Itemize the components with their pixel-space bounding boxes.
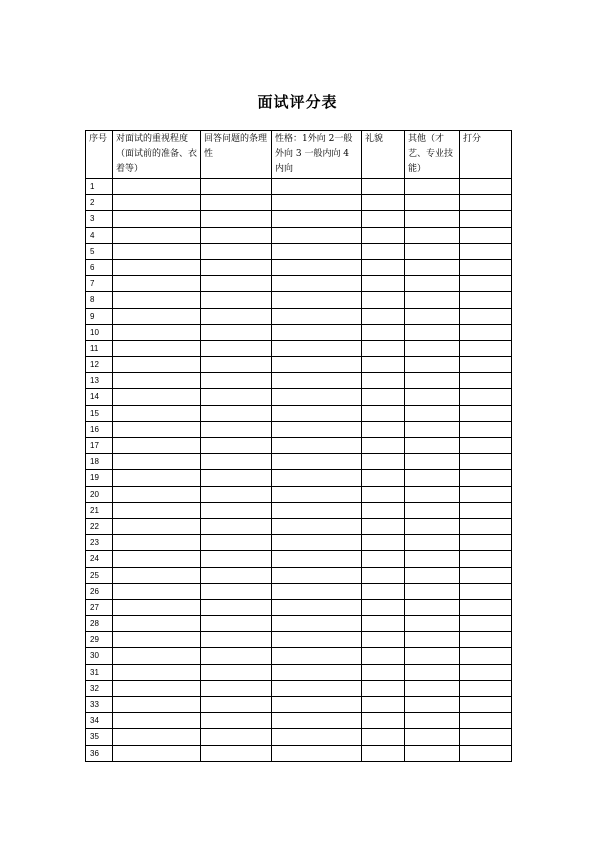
cell-attitude[interactable] xyxy=(113,324,201,340)
cell-manners[interactable] xyxy=(362,324,405,340)
cell-other[interactable] xyxy=(405,454,460,470)
table-row xyxy=(86,648,512,664)
cell-other[interactable] xyxy=(405,713,460,729)
cell-logic[interactable] xyxy=(201,470,272,486)
cell-other[interactable] xyxy=(405,697,460,713)
table-row xyxy=(86,373,512,389)
cell-score[interactable] xyxy=(460,179,512,195)
table-row xyxy=(86,729,512,745)
row-number: 34 xyxy=(86,713,113,729)
cell-attitude[interactable] xyxy=(113,357,201,373)
cell-manners[interactable] xyxy=(362,276,405,292)
cell-other[interactable] xyxy=(405,502,460,518)
cell-score[interactable] xyxy=(460,745,512,761)
cell-other[interactable] xyxy=(405,518,460,534)
cell-manners[interactable] xyxy=(362,438,405,454)
cell-manners[interactable] xyxy=(362,535,405,551)
table-row xyxy=(86,438,512,454)
cell-attitude[interactable] xyxy=(113,470,201,486)
cell-attitude[interactable] xyxy=(113,680,201,696)
cell-other[interactable] xyxy=(405,227,460,243)
cell-other[interactable] xyxy=(405,373,460,389)
cell-other[interactable] xyxy=(405,729,460,745)
cell-score[interactable] xyxy=(460,713,512,729)
table-row xyxy=(86,421,512,437)
cell-attitude[interactable] xyxy=(113,438,201,454)
cell-score[interactable] xyxy=(460,518,512,534)
cell-other[interactable] xyxy=(405,567,460,583)
cell-other[interactable] xyxy=(405,664,460,680)
cell-score[interactable] xyxy=(460,324,512,340)
row-number: 20 xyxy=(86,486,113,502)
row-number: 29 xyxy=(86,632,113,648)
cell-other[interactable] xyxy=(405,632,460,648)
cell-score[interactable] xyxy=(460,551,512,567)
cell-other[interactable] xyxy=(405,179,460,195)
cell-logic[interactable] xyxy=(201,308,272,324)
row-number: 28 xyxy=(86,616,113,632)
cell-logic[interactable] xyxy=(201,551,272,567)
cell-logic[interactable] xyxy=(201,745,272,761)
cell-logic[interactable] xyxy=(201,616,272,632)
row-number: 35 xyxy=(86,729,113,745)
cell-attitude[interactable] xyxy=(113,421,201,437)
cell-personality[interactable] xyxy=(272,664,362,680)
row-number: 4 xyxy=(86,227,113,243)
cell-logic[interactable] xyxy=(201,357,272,373)
cell-personality[interactable] xyxy=(272,421,362,437)
cell-attitude[interactable] xyxy=(113,259,201,275)
cell-personality[interactable] xyxy=(272,179,362,195)
row-number: 18 xyxy=(86,454,113,470)
cell-manners[interactable] xyxy=(362,357,405,373)
cell-logic[interactable] xyxy=(201,583,272,599)
cell-personality[interactable] xyxy=(272,551,362,567)
cell-attitude[interactable] xyxy=(113,292,201,308)
cell-score[interactable] xyxy=(460,292,512,308)
cell-logic[interactable] xyxy=(201,259,272,275)
row-number: 2 xyxy=(86,195,113,211)
row-number: 10 xyxy=(86,324,113,340)
table-row xyxy=(86,340,512,356)
cell-manners[interactable] xyxy=(362,745,405,761)
cell-score[interactable] xyxy=(460,211,512,227)
cell-manners[interactable] xyxy=(362,389,405,405)
row-number: 3 xyxy=(86,211,113,227)
cell-manners[interactable] xyxy=(362,502,405,518)
cell-personality[interactable] xyxy=(272,745,362,761)
cell-score[interactable] xyxy=(460,680,512,696)
column-header-score: 打分 xyxy=(460,131,512,179)
cell-logic[interactable] xyxy=(201,243,272,259)
cell-score[interactable] xyxy=(460,357,512,373)
table-row xyxy=(86,227,512,243)
cell-personality[interactable] xyxy=(272,486,362,502)
cell-logic[interactable] xyxy=(201,535,272,551)
cell-other[interactable] xyxy=(405,389,460,405)
cell-attitude[interactable] xyxy=(113,599,201,615)
cell-score[interactable] xyxy=(460,583,512,599)
cell-logic[interactable] xyxy=(201,648,272,664)
table-row xyxy=(86,389,512,405)
table-row xyxy=(86,243,512,259)
cell-attitude[interactable] xyxy=(113,729,201,745)
cell-score[interactable] xyxy=(460,389,512,405)
cell-manners[interactable] xyxy=(362,211,405,227)
cell-manners[interactable] xyxy=(362,292,405,308)
cell-other[interactable] xyxy=(405,486,460,502)
cell-personality[interactable] xyxy=(272,713,362,729)
cell-attitude[interactable] xyxy=(113,389,201,405)
cell-score[interactable] xyxy=(460,632,512,648)
cell-manners[interactable] xyxy=(362,405,405,421)
cell-other[interactable] xyxy=(405,243,460,259)
cell-score[interactable] xyxy=(460,373,512,389)
cell-logic[interactable] xyxy=(201,664,272,680)
row-number: 9 xyxy=(86,308,113,324)
column-header-attitude: 对面试的重视程度（面试前的准备、衣着等） xyxy=(113,131,201,179)
cell-score[interactable] xyxy=(460,259,512,275)
cell-attitude[interactable] xyxy=(113,195,201,211)
cell-other[interactable] xyxy=(405,551,460,567)
column-header-logic: 回答问题的条理性 xyxy=(201,131,272,179)
cell-score[interactable] xyxy=(460,227,512,243)
column-header-index: 序号 xyxy=(86,131,113,179)
cell-personality[interactable] xyxy=(272,276,362,292)
table-row xyxy=(86,567,512,583)
row-number: 19 xyxy=(86,470,113,486)
cell-manners[interactable] xyxy=(362,632,405,648)
cell-score[interactable] xyxy=(460,697,512,713)
cell-personality[interactable] xyxy=(272,227,362,243)
cell-manners[interactable] xyxy=(362,697,405,713)
cell-attitude[interactable] xyxy=(113,454,201,470)
table-row xyxy=(86,324,512,340)
cell-manners[interactable] xyxy=(362,340,405,356)
cell-attitude[interactable] xyxy=(113,616,201,632)
cell-score[interactable] xyxy=(460,195,512,211)
row-number: 8 xyxy=(86,292,113,308)
cell-manners[interactable] xyxy=(362,567,405,583)
cell-other[interactable] xyxy=(405,324,460,340)
table-row xyxy=(86,535,512,551)
cell-score[interactable] xyxy=(460,308,512,324)
cell-manners[interactable] xyxy=(362,227,405,243)
cell-score[interactable] xyxy=(460,486,512,502)
cell-manners[interactable] xyxy=(362,583,405,599)
cell-manners[interactable] xyxy=(362,551,405,567)
cell-personality[interactable] xyxy=(272,535,362,551)
cell-logic[interactable] xyxy=(201,195,272,211)
score-table xyxy=(85,130,512,762)
cell-logic[interactable] xyxy=(201,438,272,454)
cell-other[interactable] xyxy=(405,340,460,356)
cell-logic[interactable] xyxy=(201,502,272,518)
cell-attitude[interactable] xyxy=(113,243,201,259)
cell-attitude[interactable] xyxy=(113,211,201,227)
cell-attitude[interactable] xyxy=(113,340,201,356)
row-number: 7 xyxy=(86,276,113,292)
cell-personality[interactable] xyxy=(272,292,362,308)
cell-score[interactable] xyxy=(460,664,512,680)
cell-personality[interactable] xyxy=(272,243,362,259)
cell-other[interactable] xyxy=(405,438,460,454)
table-row xyxy=(86,470,512,486)
row-number: 23 xyxy=(86,535,113,551)
cell-personality[interactable] xyxy=(272,680,362,696)
row-number: 5 xyxy=(86,243,113,259)
cell-logic[interactable] xyxy=(201,405,272,421)
column-header-personality: 性格：1外向 2一般外向 3 一般内向 4内向 xyxy=(272,131,362,179)
cell-score[interactable] xyxy=(460,648,512,664)
table-row xyxy=(86,616,512,632)
cell-attitude[interactable] xyxy=(113,405,201,421)
cell-other[interactable] xyxy=(405,648,460,664)
cell-attitude[interactable] xyxy=(113,567,201,583)
cell-attitude[interactable] xyxy=(113,179,201,195)
cell-manners[interactable] xyxy=(362,373,405,389)
cell-attitude[interactable] xyxy=(113,227,201,243)
column-header-other: 其他（才艺、专业技能） xyxy=(405,131,460,179)
cell-personality[interactable] xyxy=(272,648,362,664)
row-number: 11 xyxy=(86,340,113,356)
row-number: 1 xyxy=(86,179,113,195)
table-row xyxy=(86,551,512,567)
cell-other[interactable] xyxy=(405,616,460,632)
cell-logic[interactable] xyxy=(201,713,272,729)
cell-attitude[interactable] xyxy=(113,551,201,567)
cell-score[interactable] xyxy=(460,567,512,583)
cell-logic[interactable] xyxy=(201,486,272,502)
cell-personality[interactable] xyxy=(272,502,362,518)
cell-score[interactable] xyxy=(460,599,512,615)
cell-manners[interactable] xyxy=(362,680,405,696)
table-row xyxy=(86,179,512,195)
cell-other[interactable] xyxy=(405,195,460,211)
table-row xyxy=(86,276,512,292)
cell-attitude[interactable] xyxy=(113,502,201,518)
table-row xyxy=(86,713,512,729)
cell-personality[interactable] xyxy=(272,195,362,211)
row-number: 32 xyxy=(86,680,113,696)
cell-personality[interactable] xyxy=(272,454,362,470)
cell-attitude[interactable] xyxy=(113,486,201,502)
cell-manners[interactable] xyxy=(362,599,405,615)
cell-personality[interactable] xyxy=(272,308,362,324)
cell-personality[interactable] xyxy=(272,729,362,745)
cell-personality[interactable] xyxy=(272,259,362,275)
cell-logic[interactable] xyxy=(201,340,272,356)
cell-other[interactable] xyxy=(405,470,460,486)
cell-score[interactable] xyxy=(460,276,512,292)
cell-attitude[interactable] xyxy=(113,373,201,389)
cell-score[interactable] xyxy=(460,340,512,356)
cell-manners[interactable] xyxy=(362,195,405,211)
cell-personality[interactable] xyxy=(272,632,362,648)
cell-other[interactable] xyxy=(405,405,460,421)
cell-personality[interactable] xyxy=(272,518,362,534)
cell-attitude[interactable] xyxy=(113,583,201,599)
cell-logic[interactable] xyxy=(201,211,272,227)
cell-manners[interactable] xyxy=(362,664,405,680)
cell-score[interactable] xyxy=(460,438,512,454)
table-row xyxy=(86,680,512,696)
row-number: 22 xyxy=(86,518,113,534)
cell-logic[interactable] xyxy=(201,680,272,696)
row-number: 31 xyxy=(86,664,113,680)
table-row xyxy=(86,357,512,373)
cell-manners[interactable] xyxy=(362,259,405,275)
table-row xyxy=(86,518,512,534)
table-row xyxy=(86,632,512,648)
cell-logic[interactable] xyxy=(201,276,272,292)
cell-score[interactable] xyxy=(460,616,512,632)
cell-logic[interactable] xyxy=(201,518,272,534)
cell-attitude[interactable] xyxy=(113,518,201,534)
row-number: 33 xyxy=(86,697,113,713)
cell-other[interactable] xyxy=(405,276,460,292)
cell-personality[interactable] xyxy=(272,567,362,583)
cell-logic[interactable] xyxy=(201,697,272,713)
row-number: 21 xyxy=(86,502,113,518)
cell-manners[interactable] xyxy=(362,179,405,195)
table-row xyxy=(86,583,512,599)
cell-personality[interactable] xyxy=(272,438,362,454)
cell-manners[interactable] xyxy=(362,713,405,729)
cell-personality[interactable] xyxy=(272,340,362,356)
row-number: 26 xyxy=(86,583,113,599)
cell-logic[interactable] xyxy=(201,567,272,583)
cell-score[interactable] xyxy=(460,421,512,437)
cell-other[interactable] xyxy=(405,211,460,227)
header-row xyxy=(86,131,512,179)
cell-attitude[interactable] xyxy=(113,697,201,713)
cell-personality[interactable] xyxy=(272,697,362,713)
cell-personality[interactable] xyxy=(272,470,362,486)
cell-manners[interactable] xyxy=(362,308,405,324)
cell-personality[interactable] xyxy=(272,324,362,340)
cell-logic[interactable] xyxy=(201,729,272,745)
cell-logic[interactable] xyxy=(201,632,272,648)
row-number: 14 xyxy=(86,389,113,405)
cell-other[interactable] xyxy=(405,599,460,615)
row-number: 12 xyxy=(86,357,113,373)
cell-personality[interactable] xyxy=(272,389,362,405)
cell-score[interactable] xyxy=(460,470,512,486)
cell-score[interactable] xyxy=(460,405,512,421)
cell-other[interactable] xyxy=(405,745,460,761)
row-number: 36 xyxy=(86,745,113,761)
cell-attitude[interactable] xyxy=(113,664,201,680)
table-row xyxy=(86,211,512,227)
cell-other[interactable] xyxy=(405,292,460,308)
row-number: 30 xyxy=(86,648,113,664)
table-row xyxy=(86,599,512,615)
table-body xyxy=(86,179,512,762)
cell-manners[interactable] xyxy=(362,729,405,745)
cell-logic[interactable] xyxy=(201,324,272,340)
row-number: 25 xyxy=(86,567,113,583)
cell-score[interactable] xyxy=(460,454,512,470)
cell-manners[interactable] xyxy=(362,616,405,632)
cell-other[interactable] xyxy=(405,680,460,696)
cell-logic[interactable] xyxy=(201,179,272,195)
row-number: 6 xyxy=(86,259,113,275)
table-row xyxy=(86,292,512,308)
cell-personality[interactable] xyxy=(272,211,362,227)
cell-manners[interactable] xyxy=(362,648,405,664)
cell-logic[interactable] xyxy=(201,421,272,437)
cell-personality[interactable] xyxy=(272,373,362,389)
cell-score[interactable] xyxy=(460,729,512,745)
cell-attitude[interactable] xyxy=(113,308,201,324)
cell-other[interactable] xyxy=(405,583,460,599)
cell-manners[interactable] xyxy=(362,421,405,437)
table-row xyxy=(86,195,512,211)
page-title: 面试评分表 xyxy=(257,93,338,111)
cell-manners[interactable] xyxy=(362,243,405,259)
cell-other[interactable] xyxy=(405,421,460,437)
cell-score[interactable] xyxy=(460,502,512,518)
cell-logic[interactable] xyxy=(201,454,272,470)
table-row xyxy=(86,664,512,680)
cell-other[interactable] xyxy=(405,259,460,275)
table-row xyxy=(86,308,512,324)
cell-manners[interactable] xyxy=(362,518,405,534)
cell-score[interactable] xyxy=(460,243,512,259)
row-number: 27 xyxy=(86,599,113,615)
cell-logic[interactable] xyxy=(201,599,272,615)
cell-manners[interactable] xyxy=(362,470,405,486)
cell-logic[interactable] xyxy=(201,292,272,308)
cell-logic[interactable] xyxy=(201,227,272,243)
cell-attitude[interactable] xyxy=(113,535,201,551)
table-row xyxy=(86,486,512,502)
table-row xyxy=(86,454,512,470)
table-row xyxy=(86,502,512,518)
cell-other[interactable] xyxy=(405,535,460,551)
cell-manners[interactable] xyxy=(362,486,405,502)
table-row xyxy=(86,697,512,713)
table-row xyxy=(86,405,512,421)
row-number: 24 xyxy=(86,551,113,567)
cell-personality[interactable] xyxy=(272,357,362,373)
cell-personality[interactable] xyxy=(272,616,362,632)
cell-other[interactable] xyxy=(405,308,460,324)
table-row xyxy=(86,745,512,761)
cell-attitude[interactable] xyxy=(113,648,201,664)
cell-logic[interactable] xyxy=(201,389,272,405)
cell-personality[interactable] xyxy=(272,583,362,599)
row-number: 15 xyxy=(86,405,113,421)
cell-attitude[interactable] xyxy=(113,713,201,729)
cell-score[interactable] xyxy=(460,535,512,551)
cell-attitude[interactable] xyxy=(113,276,201,292)
column-header-manners: 礼貌 xyxy=(362,131,405,179)
cell-attitude[interactable] xyxy=(113,632,201,648)
table-row xyxy=(86,259,512,275)
row-number: 16 xyxy=(86,421,113,437)
cell-attitude[interactable] xyxy=(113,745,201,761)
cell-logic[interactable] xyxy=(201,373,272,389)
cell-personality[interactable] xyxy=(272,405,362,421)
row-number: 13 xyxy=(86,373,113,389)
row-number: 17 xyxy=(86,438,113,454)
cell-manners[interactable] xyxy=(362,454,405,470)
cell-other[interactable] xyxy=(405,357,460,373)
cell-personality[interactable] xyxy=(272,599,362,615)
